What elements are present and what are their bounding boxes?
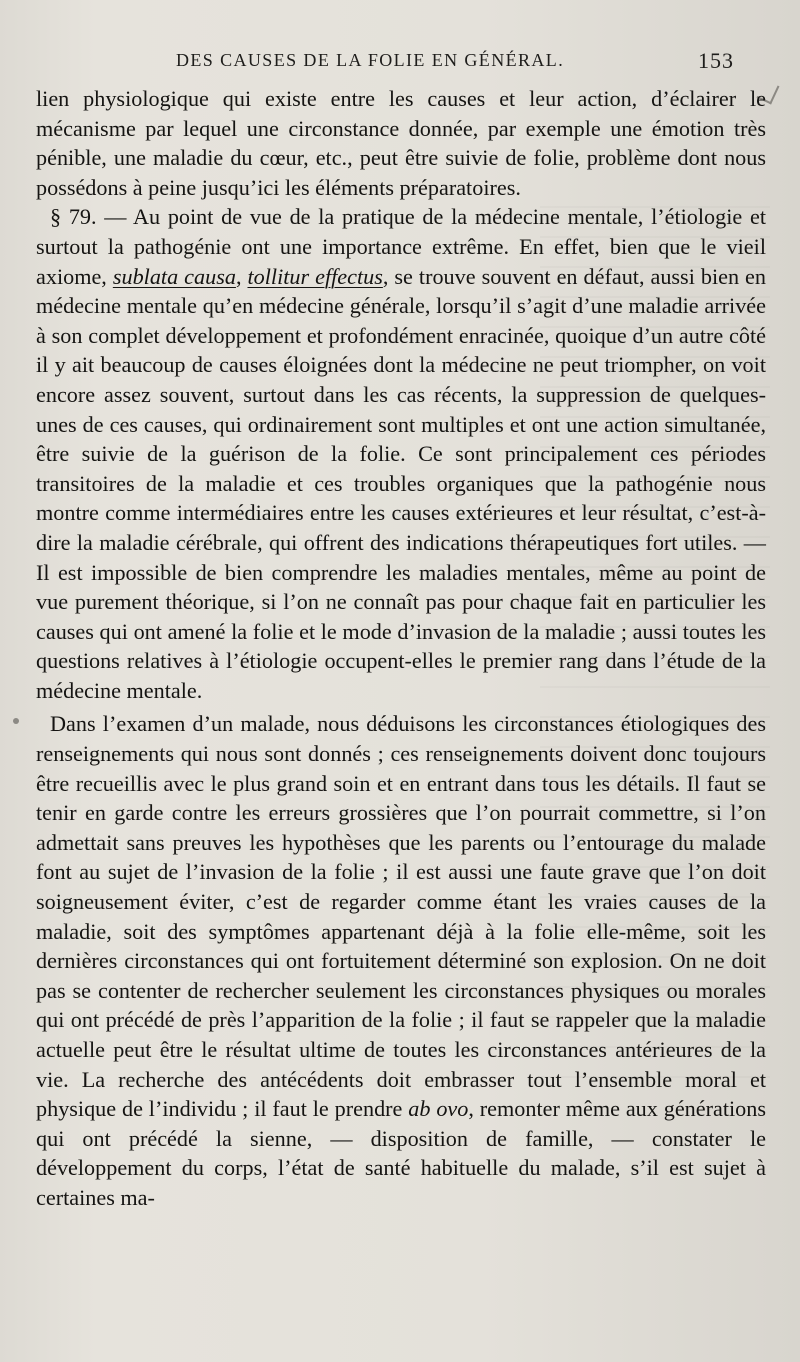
page-header: [36, 50, 734, 78]
paragraph-1-text: lien physiologique qui existe entre les causes et leur action, d’éclairer le mécanisme par lequel une circonstance donnée, par exemple une émotion très pénible, une maladie du cœur, etc., peut être suivie de folie, problème dont nous possédons à peine jusqu’ici les éléments préparatoires.: [36, 86, 766, 200]
paragraph-3-text-b: , remonter même aux générations qui ont précédé la sienne, — disposition de famille, — constater le développement du corps, l’état de santé habituelle du malade, s’il est sujet à certaines ma-: [36, 1096, 766, 1210]
latin-phrase-2: tollitur effectus: [247, 263, 383, 289]
paragraph-2-text-a: § 79. — Au point de vue de la pratique de la médecine mentale, l’étiologie et surtout la pathogénie ont une importance extrême. En effet, bien que le vieil axiome,: [36, 204, 766, 289]
page-number: 153: [698, 48, 734, 73]
running-title: DES CAUSES DE LA FOLIE EN GÉNÉRAL.: [176, 50, 565, 70]
margin-dot: [13, 718, 19, 724]
body-text: [36, 84, 766, 1213]
paragraph-examination: [36, 709, 766, 1212]
paragraph-continuation: [36, 84, 766, 202]
paragraph-3-text-a: Dans l’examen d’un malade, nous déduisons les circonstances étiologiques des renseignements qui nous sont donnés ; ces renseignements doivent donc toujours être recueillis avec le plus grand soin et en entrant dans tous les détails. Il faut se tenir en garde contre les erreurs grossières que l’on pourrait commettre, si l’on admettait sans preuves les hypothèses que les parents ou l’entourage du malade font au sujet de l’invasion de la folie ; il est aussi une faute grave que l’on doit soigneusement éviter, c’est de regarder comme étant les vraies causes de la maladie, soit des symptômes appartenant déjà à la folie elle-même, soit les dernières circonstances qui ont fortuitement déterminé son explosion. On ne doit pas se contenter de rechercher seulement les circonstances physiques ou morales qui ont précédé de près l’apparition de la folie ; il faut se rappeler que la maladie actuelle peut être le résultat ultime de toutes les circonstances antérieures de la vie. La recherche des antécédents doit embrasser tout l’ensemble moral et physique de l’individu ; il faut le prendre: [36, 711, 766, 1122]
paragraph-2-text-b: , se trouve souvent en défaut, aussi bien en médecine mentale qu’en médecine générale, lorsqu’il s’agit d’une maladie arrivée à son complet développement et profondément enracinée, quoique d’un autre côté il y ait beaucoup de causes éloignées dont la médecine ne peut triompher, on voit encore assez souvent, surtout dans les cas récents, la suppression de quelques-unes de ces causes, qui ordinairement sont multiples et ont une action simultanée, être suivie de la guérison de la folie. Ce sont principalement ces périodes transitoires de la maladie et ces troubles organiques que la pathogénie nous montre comme intermédiaires entre les causes extérieures et leur résultat, c’est-à-dire la maladie cérébrale, qui offrent des indications thérapeutiques fort utiles. — Il est impossible de bien comprendre les maladies mentales, même au point de vue purement théorique, si l’on ne connaît pas pour chaque fait en particulier les causes qui ont amené la folie et le mode d’invasion de la maladie ; aussi toutes les questions relatives à l’étiologie occupent-elles le premier rang dans l’étude de la médecine mentale.: [36, 263, 766, 703]
latin-phrase-1: sublata causa: [112, 263, 236, 289]
latin-separator: ,: [235, 263, 248, 289]
paragraph-section-79: [36, 202, 766, 705]
latin-ab-ovo: ab ovo: [408, 1096, 469, 1122]
